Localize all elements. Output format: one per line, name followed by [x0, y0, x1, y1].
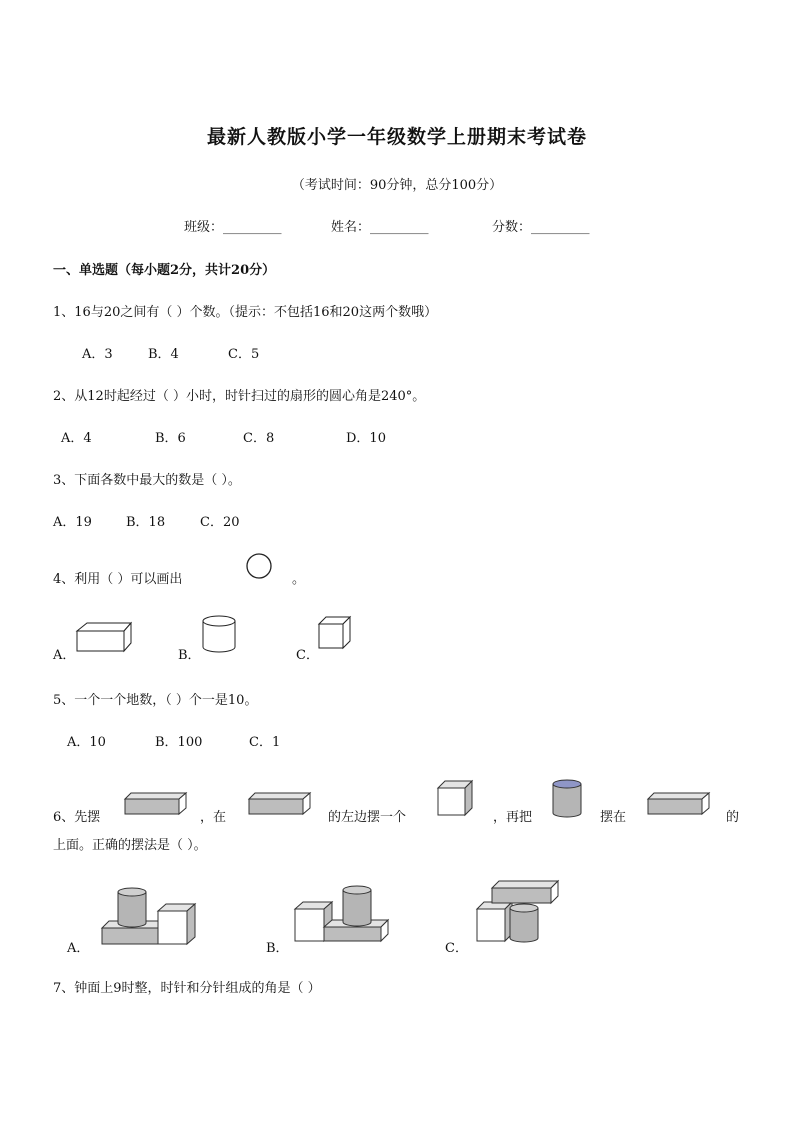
q6-text-3: 的左边摆一个: [328, 810, 407, 825]
q4-cylinder-figure: [200, 613, 238, 655]
q6-option-c[interactable]: C．: [445, 941, 468, 956]
q6-option-c-figure: [475, 878, 565, 946]
q5-option-a[interactable]: A．10: [67, 735, 106, 750]
question-7: 7、钟面上9时整，时针和分针组成的角是（ ）: [53, 981, 321, 996]
q1-option-b[interactable]: B．4: [148, 347, 179, 362]
question-4-prompt: 4、利用（ ）可以画出: [53, 572, 183, 587]
class-blank[interactable]: _________: [223, 220, 282, 235]
q4-cube-figure: [318, 616, 352, 650]
q6-cuboid-figure-2: [248, 792, 312, 816]
q4-option-b[interactable]: B．: [178, 648, 201, 663]
q6-cuboid-figure-3: [647, 792, 711, 816]
q4-option-a[interactable]: A．: [53, 648, 76, 663]
q6-option-a-figure: [100, 885, 220, 949]
circle-figure: [245, 554, 275, 582]
q2-option-d[interactable]: D．10: [346, 431, 386, 446]
question-5: 5、一个一个地数，（ ）个一是10。: [53, 693, 258, 708]
question-2: 2、从12时起经过（ ）小时，时针扫过的扇形的圆心角是240°。: [53, 389, 426, 404]
question-3: 3、下面各数中最大的数是（ ）。: [53, 473, 241, 488]
q6-text-2: ，在: [200, 810, 227, 825]
q3-option-b[interactable]: B．18: [126, 515, 166, 530]
q1-option-c[interactable]: C．5: [228, 347, 260, 362]
q6-cube-figure: [434, 779, 476, 819]
q6-option-a[interactable]: A．: [67, 941, 90, 956]
q6-text-1: 6、先摆: [53, 810, 101, 825]
q5-option-c[interactable]: C．1: [249, 735, 281, 750]
q3-option-c[interactable]: C．20: [200, 515, 240, 530]
q6-text-5: 摆在: [600, 810, 627, 825]
class-field: [184, 216, 282, 235]
question-1: 1、16与20之间有（ ）个数。（提示：不包括16和20这两个数哦）: [53, 305, 438, 320]
q6-option-b[interactable]: B．: [266, 941, 289, 956]
class-label: 班级：: [184, 220, 224, 235]
q6-text-4: ，再把: [493, 810, 533, 825]
q6-cuboid-figure-1: [124, 792, 188, 816]
name-label: 姓名：: [331, 220, 371, 235]
q2-option-b[interactable]: B．6: [155, 431, 186, 446]
name-field: [331, 216, 429, 235]
section-heading: 一、单选题（每小题2分，共计20分）: [53, 263, 276, 278]
q6-cylinder-figure: [551, 778, 585, 820]
q2-option-a[interactable]: A．4: [61, 431, 92, 446]
exam-subtitle: （考试时间：90分钟，总分100分）: [291, 178, 503, 193]
q1-option-a[interactable]: A．3: [82, 347, 113, 362]
q6-text-line2: 上面。正确的摆法是（ ）。: [53, 838, 207, 853]
name-blank[interactable]: _________: [370, 220, 429, 235]
q4-option-c[interactable]: C．: [296, 648, 319, 663]
q6-option-b-figure: [293, 883, 397, 947]
q4-cuboid-figure: [75, 622, 133, 654]
score-field: [492, 216, 590, 235]
score-blank[interactable]: _________: [531, 220, 590, 235]
q6-text-6: 的: [726, 810, 740, 825]
q5-option-b[interactable]: B．100: [155, 735, 203, 750]
score-label: 分数：: [492, 220, 532, 235]
q2-option-c[interactable]: C．8: [243, 431, 275, 446]
question-4-end: 。: [292, 572, 306, 587]
q3-option-a[interactable]: A．19: [53, 515, 92, 530]
page-title: 最新人教版小学一年级数学上册期末考试卷: [206, 126, 587, 148]
